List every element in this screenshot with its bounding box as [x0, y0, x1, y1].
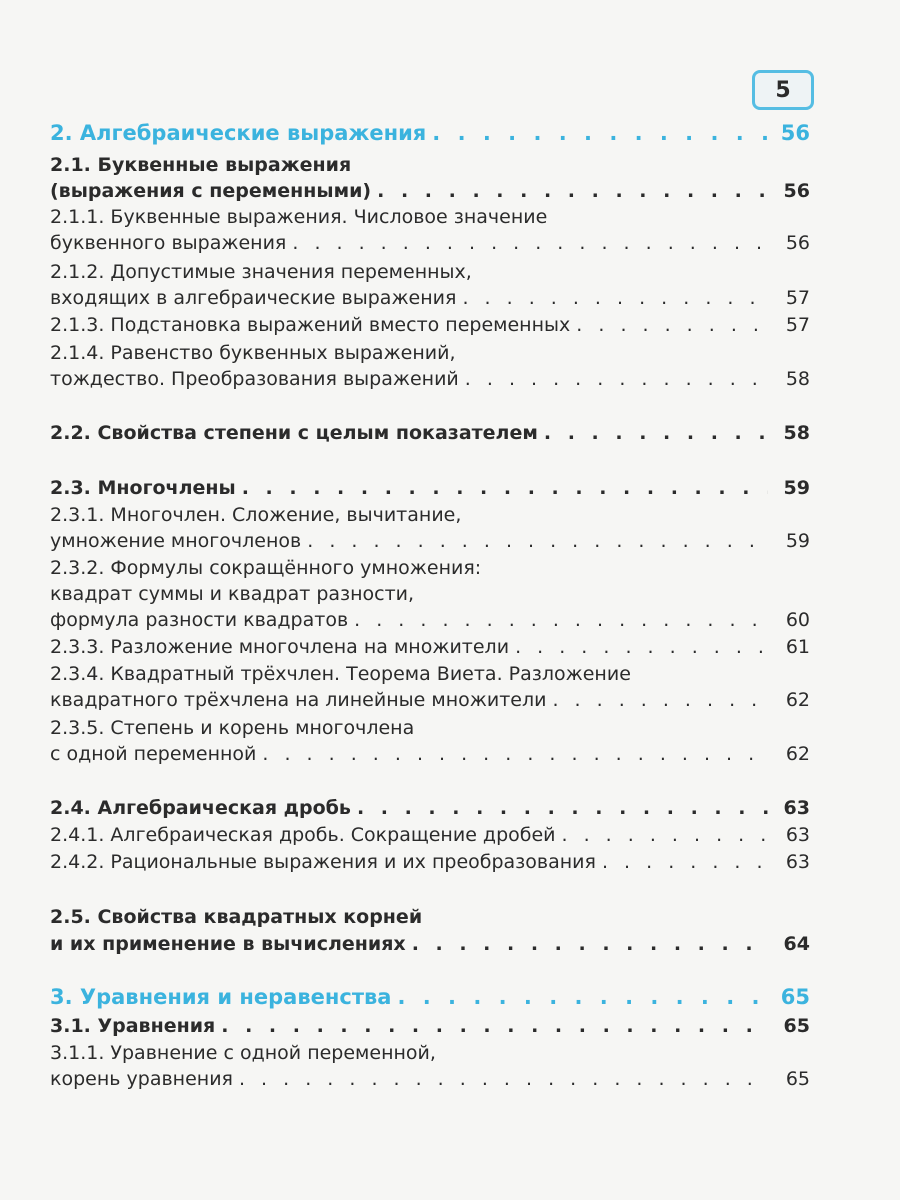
toc-entry-page: 59	[785, 530, 810, 552]
toc-entry-title-line: 2.3.2. Формулы сокращённого умножения:	[50, 557, 482, 579]
toc-entry-title: входящих в алгебраические выражения	[50, 287, 457, 309]
toc-entry-title: 2.2. Свойства степени с целым показателем	[50, 422, 538, 444]
toc-entry-title-line: 2.1.2. Допустимые значения переменных,	[50, 261, 472, 283]
toc-entry-title-line: 2.1.1. Буквенные выражения. Числовое значение	[50, 206, 548, 228]
toc-entry-title-line: квадрат суммы и квадрат разности,	[50, 583, 415, 605]
toc-entry-title: 3.1. Уравнения	[50, 1015, 216, 1037]
toc-entry-title-line: 3.1.1. Уравнение с одной переменной,	[50, 1042, 436, 1064]
toc-entry-2-3-3[interactable]	[50, 632, 810, 662]
toc-entry-title: тождество. Преобразования выражений	[50, 368, 459, 390]
dot-leader	[544, 418, 768, 448]
dot-leader	[602, 847, 768, 877]
toc-entry-page: 64	[783, 933, 810, 955]
toc-entry-title: и их применение в вычислениях	[50, 933, 406, 955]
toc-entry-2-3-2[interactable]	[50, 605, 810, 635]
toc-entry-2-1-1[interactable]	[50, 228, 810, 258]
dot-leader	[397, 982, 768, 1012]
toc-entry-page: 62	[785, 689, 810, 711]
toc-entry-page: 58	[785, 368, 810, 390]
toc-entry-title: умножение многочленов	[50, 530, 302, 552]
toc-entry-page: 62	[785, 743, 810, 765]
toc-entry-page: 57	[785, 314, 810, 336]
toc-entry-title-line: 2.1. Буквенные выражения	[50, 154, 352, 176]
toc-entry-title: квадратного трёхчлена на линейные множители	[50, 689, 547, 711]
toc-entry-page: 56	[780, 121, 810, 145]
dot-leader	[462, 283, 768, 313]
toc-entry-2-1-2[interactable]	[50, 283, 810, 313]
toc-entry-page: 65	[780, 985, 810, 1009]
toc-entry-page: 60	[785, 609, 810, 631]
toc-entry-title: формула разности квадратов	[50, 609, 349, 631]
toc-entry-title: 2.3.3. Разложение многочлена на множители	[50, 636, 510, 658]
toc-entry-page: 65	[785, 1068, 810, 1090]
toc-entry-title: буквенного выражения	[50, 232, 287, 254]
toc-entry-page: 56	[783, 180, 810, 202]
toc-entry-2-1-3[interactable]	[50, 310, 810, 340]
toc-entry-title: 2.4.1. Алгебраическая дробь. Сокращение дробей	[50, 824, 556, 846]
toc-entry-page: 56	[785, 232, 810, 254]
toc-entry-chapter-3[interactable]	[50, 982, 810, 1012]
dot-leader	[576, 310, 768, 340]
toc-entry-page: 65	[783, 1015, 810, 1037]
toc-entry-title: 2.3. Многочлены	[50, 477, 236, 499]
dot-leader	[221, 1011, 768, 1041]
toc-entry-3-1[interactable]	[50, 1011, 810, 1041]
toc-entry-page: 57	[785, 287, 810, 309]
toc-entry-title-line: 2.5. Свойства квадратных корней	[50, 906, 423, 928]
dot-leader	[307, 526, 768, 556]
toc-entry-2-2[interactable]	[50, 418, 810, 448]
dot-leader	[552, 685, 768, 715]
toc-entry-title: 2.4. Алгебраическая дробь	[50, 797, 351, 819]
dot-leader	[515, 632, 768, 662]
toc-entry-2-3-5[interactable]	[50, 739, 810, 769]
toc-entry-2-3-1[interactable]	[50, 526, 810, 556]
toc-entry-2-4-2[interactable]	[50, 847, 810, 877]
toc-entry-2-3[interactable]	[50, 473, 810, 503]
toc-entry-page: 63	[785, 851, 810, 873]
toc-entry-title: с одной переменной	[50, 743, 257, 765]
toc-entry-2-4[interactable]	[50, 793, 810, 823]
toc-entry-3-1-1[interactable]	[50, 1064, 810, 1094]
toc-entry-2-1-4[interactable]	[50, 364, 810, 394]
dot-leader	[242, 473, 768, 503]
toc-entry-title-line: 2.1.4. Равенство буквенных выражений,	[50, 342, 456, 364]
toc-entry-chapter-2[interactable]	[50, 118, 810, 148]
dot-leader	[357, 793, 768, 823]
toc-entry-title: 3. Уравнения и неравенства	[50, 985, 392, 1009]
toc-entry-page: 61	[785, 636, 810, 658]
toc-entry-title: (выражения с переменными)	[50, 180, 372, 202]
toc-entry-title: корень уравнения	[50, 1068, 233, 1090]
toc-entry-2-5[interactable]	[50, 929, 810, 959]
toc-entry-title: 2.1.3. Подстановка выражений вместо переменных	[50, 314, 571, 336]
page-number-badge: 5	[752, 70, 814, 110]
toc-entry-title-line: 2.3.1. Многочлен. Сложение, вычитание,	[50, 504, 462, 526]
dot-leader	[292, 228, 768, 258]
toc-entry-page: 63	[783, 797, 810, 819]
dot-leader	[239, 1064, 768, 1094]
dot-leader	[354, 605, 768, 635]
toc-entry-title: 2.4.2. Рациональные выражения и их преобразования	[50, 851, 596, 873]
dot-leader	[465, 364, 768, 394]
toc-entry-title: 2. Алгебраические выражения	[50, 121, 427, 145]
toc-entry-2-4-1[interactable]	[50, 820, 810, 850]
toc-entry-page: 63	[785, 824, 810, 846]
dot-leader	[262, 739, 768, 769]
dot-leader	[562, 820, 768, 850]
toc-entry-page: 59	[783, 477, 810, 499]
toc-entry-page: 58	[783, 422, 810, 444]
dot-leader	[432, 118, 768, 148]
toc-entry-title-line: 2.3.4. Квадратный трёхчлен. Теорема Виета. Разложение	[50, 663, 631, 685]
toc-entry-title-line: 2.3.5. Степень и корень многочлена	[50, 717, 415, 739]
toc-entry-2-3-4[interactable]	[50, 685, 810, 715]
dot-leader	[412, 929, 768, 959]
